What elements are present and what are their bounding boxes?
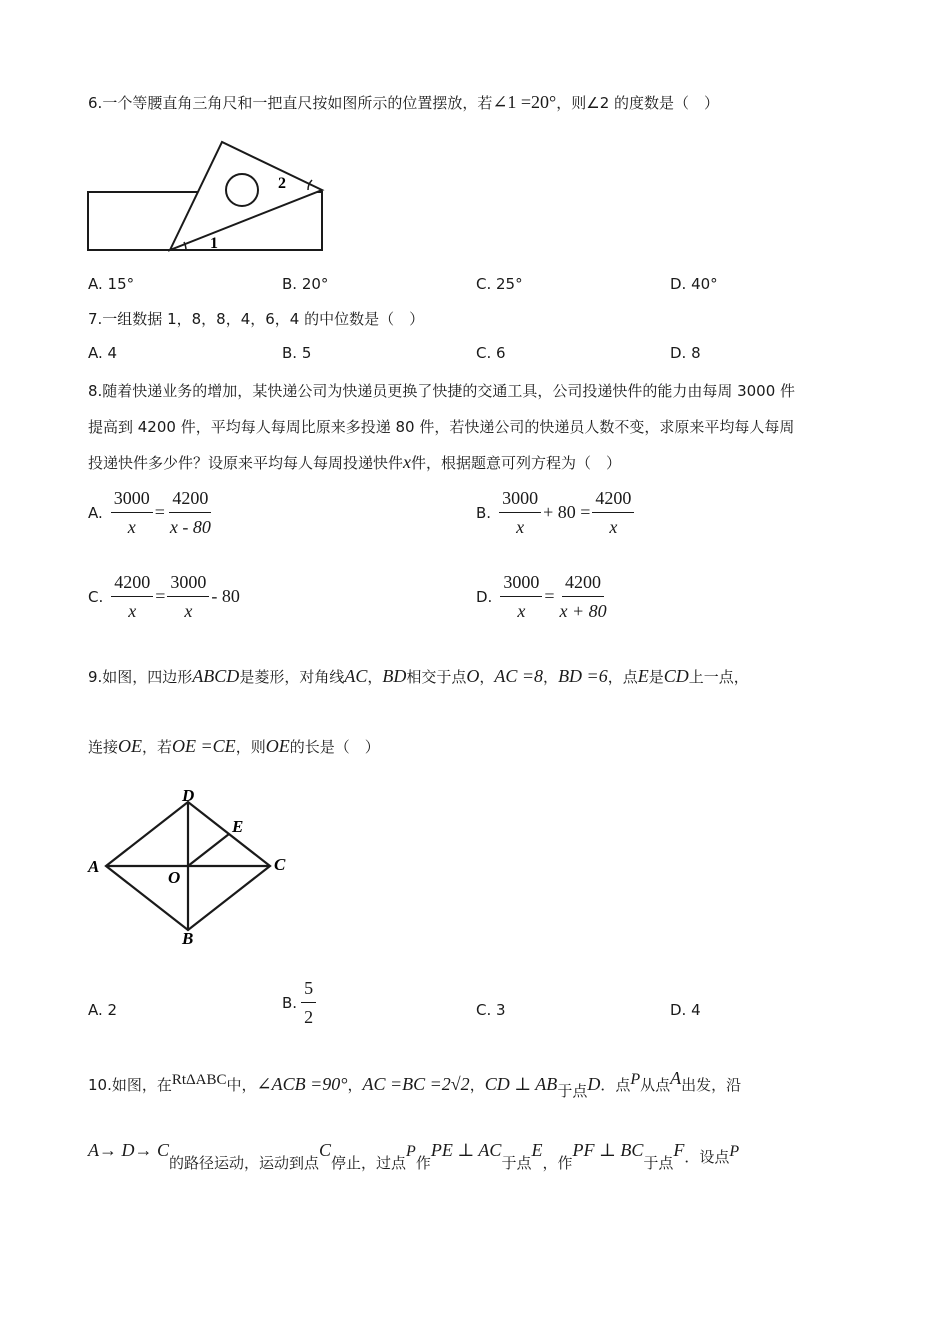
q10-pf-perp-bc: PF ⊥ BC: [572, 1140, 644, 1160]
q8-option-d[interactable]: D. $\frac{3000}{x}$ = $\frac{4200}{x + 80}$: [476, 570, 610, 623]
set-square: [170, 142, 322, 250]
q8-b-right-fraction: $\frac{4200}{x}$: [592, 486, 634, 539]
q7-option-b[interactable]: B. 5: [282, 344, 312, 362]
q8-a-left-fraction: $\frac{3000}{x}$: [111, 486, 153, 539]
q8-variable-x: x: [403, 452, 412, 472]
q8-c-left-fraction: $\frac{4200}{x}$: [111, 570, 153, 623]
q8-stem-line1: 8.随着快递业务的增加，某快递公司为快递员更换了快捷的交通工具，公司投递快件的能力由每周 3000 件: [88, 382, 796, 400]
point-label-e: E: [232, 817, 244, 836]
q9-figure-rhombus: [84, 786, 300, 946]
point-label-c: C: [274, 855, 286, 874]
q8-line3-b: 件，根据题意可列方程为（ ）: [411, 454, 622, 472]
segment-oe: [188, 834, 229, 866]
q9-option-c[interactable]: C. 3: [476, 1001, 506, 1019]
q8-option-b[interactable]: B. $\frac{3000}{x}$ + 80 = $\frac{4200}{x}$: [476, 486, 634, 539]
q9-ac-eq-8: AC =8: [494, 666, 544, 686]
q8-stem-line2: 提高到 4200 件，平均每人每周比原来多投递 80 件，若快递公司的快递员人数不变，求原来平均每人每周: [88, 418, 795, 436]
q6-option-a[interactable]: A. 15°: [88, 275, 135, 293]
point-label-o: O: [168, 868, 181, 887]
q6-text-a: 一个等腰直角三角尺和一把直尺按如图所示的位置摆放，若: [102, 94, 493, 112]
q9-stem-line2: 连接OE，若OE =CE，则OE的长是（ ）: [88, 736, 380, 756]
q6-text-b: ，则∠2 的度数是（ ）: [556, 94, 720, 112]
q8-option-c[interactable]: C. $\frac{4200}{x}$ = $\frac{3000}{x}$ - 80: [88, 572, 240, 621]
point-label-b: B: [182, 929, 194, 946]
q6-condition: ∠1 =20°: [492, 92, 557, 112]
q8-c-right-fraction: $\frac{3000}{x}$: [167, 570, 209, 623]
q9-option-b[interactable]: B. $\frac{5}{2}$: [282, 976, 316, 1029]
q10-pe-perp-ac: PE ⊥ AC: [430, 1140, 502, 1160]
q8-option-c-label: C.: [88, 587, 104, 606]
q9-option-d[interactable]: D. 4: [670, 1001, 701, 1019]
q6-number: 6.: [88, 94, 103, 112]
q10-stem-line2: A→ D→ C的路径运动，运动到点C停止，过点P作PE ⊥ AC于点E，作PF ⊥ BC于点F．设点P: [88, 1140, 740, 1172]
q8-a-right-fraction: $\frac{4200}{x - 80}$: [169, 488, 211, 537]
q6-option-d[interactable]: D. 40°: [670, 275, 718, 293]
q7-option-c[interactable]: C. 6: [476, 344, 506, 362]
q10-rt-triangle: RtΔABC: [171, 1072, 227, 1088]
q10-angle-acb: ∠ACB =90°: [256, 1074, 348, 1094]
q8-b-left-fraction: $\frac{3000}{x}$: [499, 486, 541, 539]
angle-1-label: 1: [210, 235, 218, 252]
q9-abcd: ABCD: [192, 666, 240, 686]
q8-option-a-label: A.: [88, 503, 103, 522]
q8-option-d-label: D.: [476, 587, 493, 606]
q7-stem: 7.一组数据 1，8，8，4，6，4 的中位数是（ ）: [88, 310, 425, 328]
q8-option-a[interactable]: A. $\frac{3000}{x}$ = $\frac{4200}{x - 80}$: [88, 486, 214, 539]
q7-option-d[interactable]: D. 8: [670, 344, 701, 362]
angle-2-label: 2: [278, 175, 286, 192]
q8-stem-line3: [88, 452, 621, 473]
q6-option-b[interactable]: B. 20°: [282, 275, 329, 293]
q6-figure-ruler-triangle: [86, 138, 326, 254]
q10-stem-line1: 10.如图，在RtΔABC中，∠ACB =90°，AC =BC =2√2，CD ⊥ AB于点D．点P从点A出发，沿: [88, 1068, 742, 1100]
q8-d-right-fraction: $\frac{4200}{x + 80}$: [559, 572, 607, 621]
q10-path: A→ D→ C: [88, 1140, 169, 1160]
point-label-d: D: [182, 786, 195, 805]
q9-b-fraction: $\frac{5}{2}$: [301, 976, 316, 1029]
q10-ac-eq-bc: AC =BC =2√2: [362, 1074, 470, 1094]
q10-cd-perp-ab: CD ⊥ AB: [484, 1074, 558, 1094]
q9-bd-eq-6: BD =6: [558, 666, 608, 686]
q8-line3-a: 投递快件多少件？设原来平均每人每周投递快件: [88, 454, 404, 472]
q9-stem-line1: 9.如图，四边形ABCD是菱形，对角线AC，BD相交于点O，AC =8，BD =6，点E是CD上一点，: [88, 666, 749, 686]
q9-oe-eq-ce: OE =CE: [172, 736, 236, 756]
q9-option-a[interactable]: A. 2: [88, 1001, 118, 1019]
q8-option-b-label: B.: [476, 503, 492, 522]
point-label-a: A: [88, 857, 100, 876]
q7-option-a[interactable]: A. 4: [88, 344, 118, 362]
q6-option-c[interactable]: C. 25°: [476, 275, 523, 293]
q6-stem: [88, 92, 719, 113]
q8-d-left-fraction: $\frac{3000}{x}$: [500, 570, 542, 623]
